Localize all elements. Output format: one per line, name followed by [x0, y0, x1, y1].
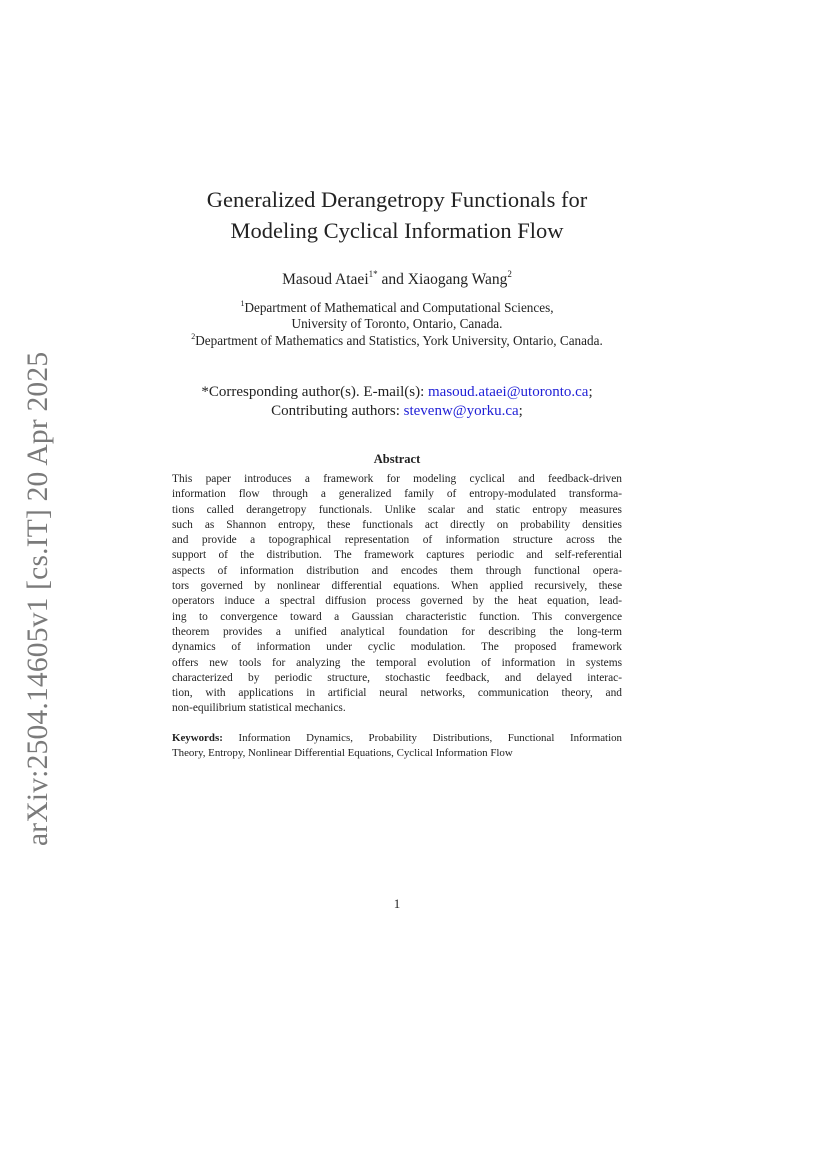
corresponding-suffix: ; [588, 384, 593, 400]
affiliation-1-mark: 1 [240, 299, 245, 308]
abstract-line: ing to convergence toward a Gaussian characteristic function. This convergence [172, 610, 622, 623]
keywords-label: Keywords: [172, 732, 223, 744]
abstract-line: characterized by periodic structure, stochastic feedback, and delayed interac- [172, 671, 622, 684]
abstract-line: tion, with applications in artificial neural networks, communication theory, and [172, 687, 622, 700]
affiliation-2 [150, 332, 644, 349]
keywords-line-1 [172, 731, 622, 746]
abstract-line: operators induce a spectral diffusion process governed by the heat equation, lead- [172, 595, 622, 608]
abstract-line: offers new tools for analyzing the temporal evolution of information in systems [172, 656, 622, 669]
abstract-line: This paper introduces a framework for modeling cyclical and feedback-driven [172, 473, 622, 485]
abstract-line: aspects of information distribution and encodes them through functional opera- [172, 564, 622, 577]
abstract-heading: Abstract [373, 452, 421, 466]
abstract-line: tions called derangetropy functionals. Unlike scalar and static entropy measures [172, 503, 622, 516]
paper-title [150, 184, 644, 246]
contributing-authors-label: Contributing authors: [271, 403, 404, 419]
keywords-text-1: Information Dynamics, Probability Distributions, Functional Information [222, 732, 622, 744]
author-1-affiliation-mark: 1* [368, 269, 378, 279]
affiliation-1-text: Department of Mathematical and Computational Sciences, [244, 300, 554, 315]
contributing-suffix: ; [518, 403, 523, 419]
abstract-body [172, 472, 622, 717]
corresponding-author-label: *Corresponding author(s). E-mail(s): [201, 384, 428, 400]
keywords-line-2: Theory, Entropy, Nonlinear Differential Equations, Cyclical Information Flow [172, 746, 513, 759]
abstract-line: dynamics of information under cyclic modulation. The proposed framework [172, 641, 622, 654]
abstract-line: theorem provides a unified analytical foundation for describing the long-term [172, 625, 622, 638]
keywords-block [172, 731, 622, 760]
abstract-line: such as Shannon entropy, these functionals act directly on probability densities [172, 518, 622, 531]
abstract-line: non-equilibrium statistical mechanics. [172, 702, 346, 715]
affiliation-1-line-2: University of Toronto, Ontario, Canada. [291, 316, 503, 331]
abstract-line: information flow through a generalized family of entropy-modulated transforma- [172, 488, 622, 501]
title-line-2: Modeling Cyclical Information Flow [230, 218, 564, 243]
email-link-1[interactable]: masoud.ataei@utoronto.ca [428, 384, 589, 400]
arxiv-identifier-stamp: arXiv:2504.14605v1 [cs.IT] 20 Apr 2025 [22, 351, 54, 846]
author-list [150, 269, 644, 289]
affiliation-1-line-1 [150, 299, 644, 316]
affiliation-2-text: Department of Mathematics and Statistics, York University, Ontario, Canada. [195, 333, 603, 348]
affiliation-2-mark: 2 [191, 332, 196, 341]
author-2-affiliation-mark: 2 [507, 269, 512, 279]
abstract-line: support of the distribution. The framework captures periodic and self-referential [172, 549, 622, 562]
author-connector: and [377, 271, 408, 288]
email-link-2[interactable]: stevenw@yorku.ca [403, 403, 519, 419]
contributing-authors-line [150, 403, 644, 420]
author-name-2: Xiaogang Wang [407, 271, 508, 288]
title-line-1: Generalized Derangetropy Functionals for [206, 187, 588, 212]
abstract-line: and provide a topographical representation of information structure across the [172, 534, 622, 547]
author-name-1: Masoud Ataei [282, 271, 369, 288]
corresponding-author-line [150, 384, 644, 401]
page-number: 1 [393, 896, 401, 911]
abstract-line: tors governed by nonlinear differential equations. When applied recursively, these [172, 580, 622, 593]
